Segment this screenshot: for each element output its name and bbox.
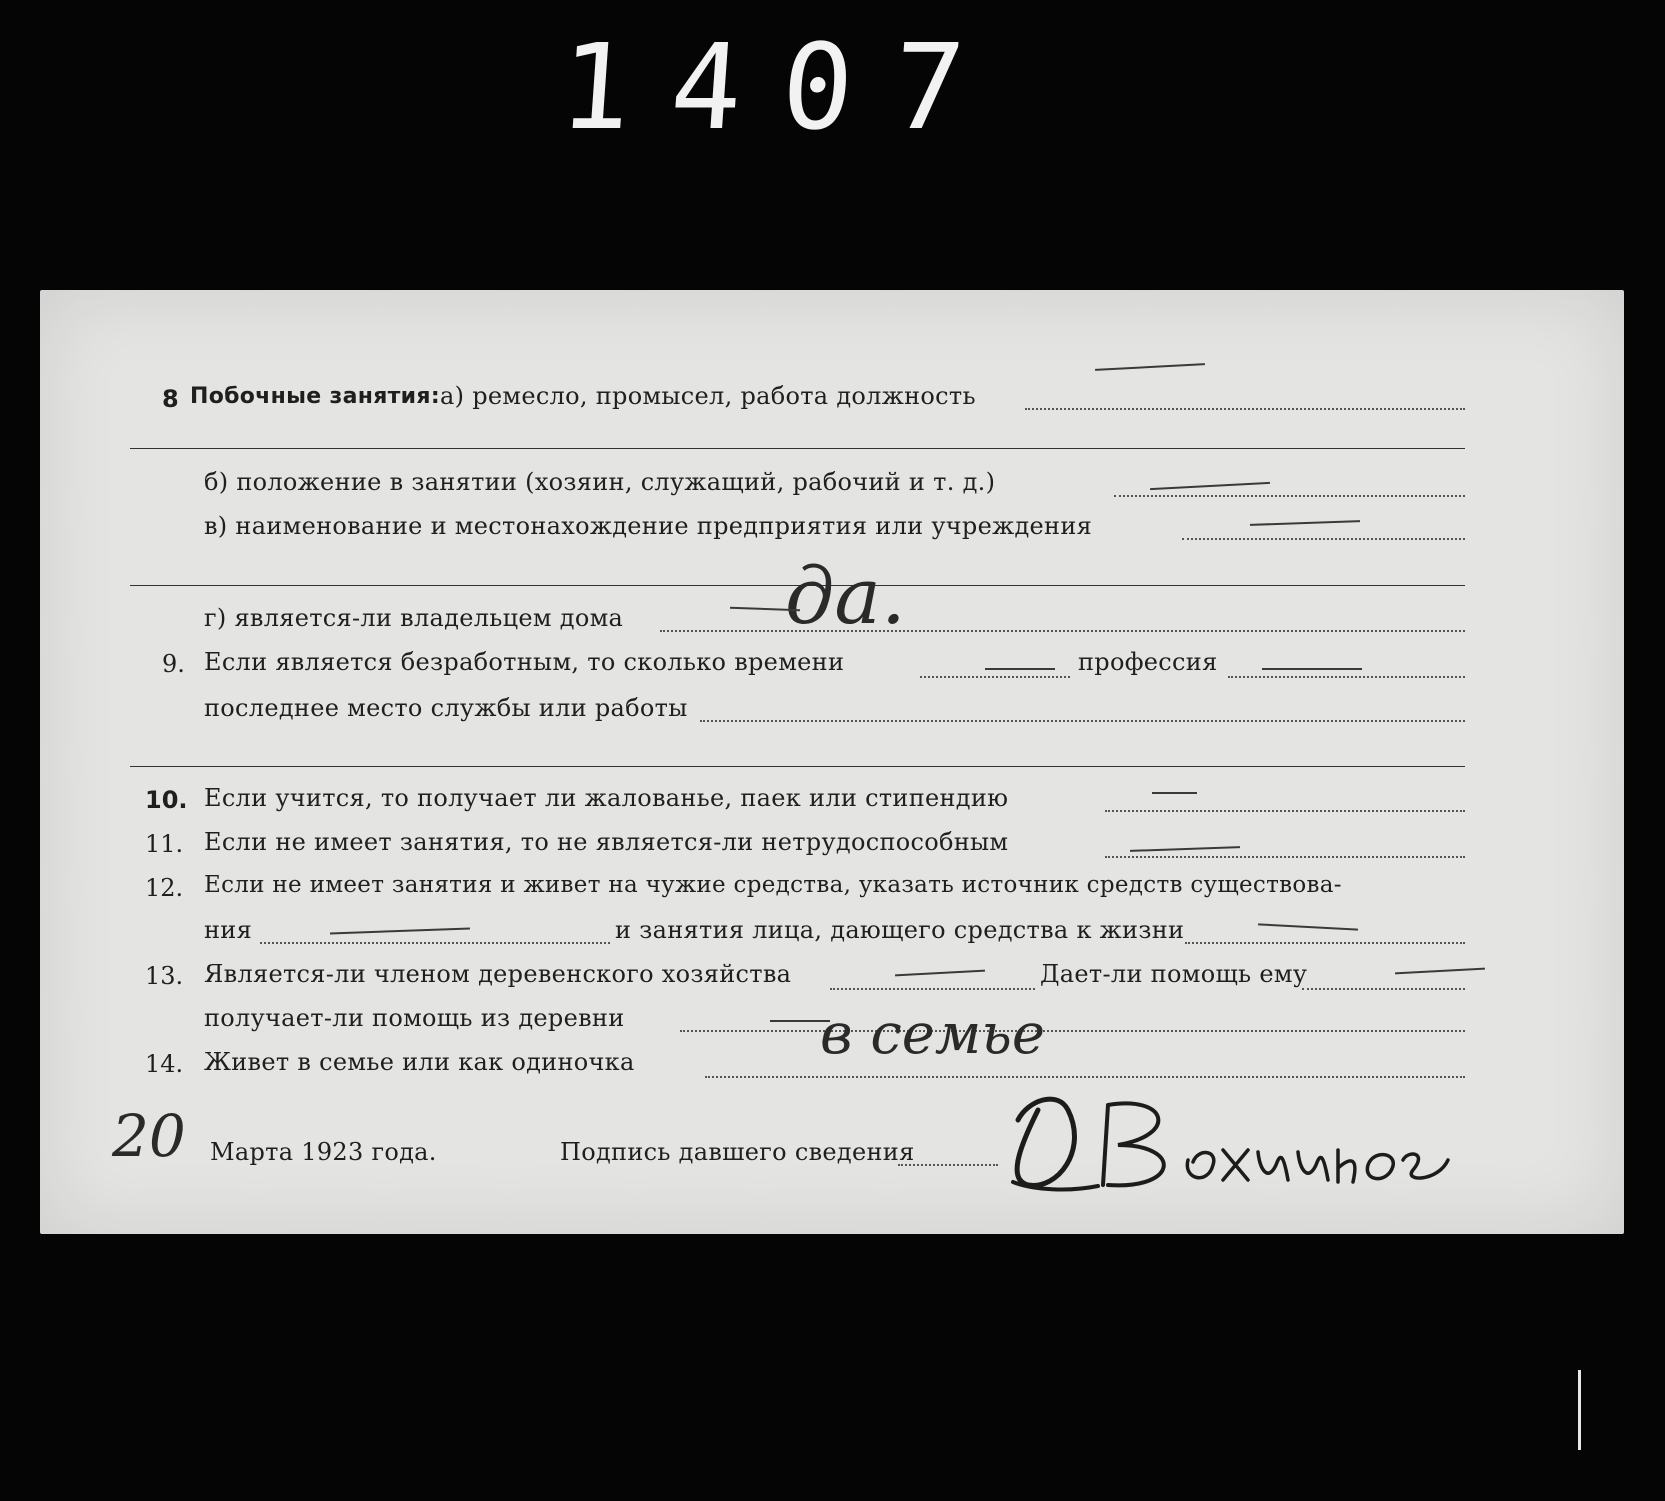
q8d-handwritten-answer: да. [785, 552, 906, 642]
q12-provider-dotted-line [1185, 942, 1465, 944]
q12-cont-label: ния [204, 916, 253, 944]
q8c-dash-answer [1250, 520, 1360, 526]
q8-title: Побочные занятия: [190, 384, 440, 409]
q13-village-dotted-line [680, 1030, 1465, 1032]
q9-profession-dotted-line [1228, 676, 1465, 678]
q8c-dotted-line [1182, 538, 1465, 540]
census-form-card [40, 290, 1624, 1234]
q11-number: 11. [145, 830, 184, 858]
q8c-label: в) наименование и местонахождение предприятия или учреждения [204, 512, 1093, 540]
q8a-dotted-line [1025, 408, 1465, 410]
q8b-label: б) положение в занятии (хозяин, служащий, рабочий и т. д.) [204, 468, 996, 496]
q10-dash-answer [1152, 792, 1197, 794]
q9-continuation-rule [130, 766, 1465, 767]
q12-provider-dash-answer [1258, 923, 1358, 930]
film-edge-mark [1578, 1370, 1581, 1450]
q11-label: Если не имеет занятия, то не является-ли нетрудоспособным [204, 828, 1009, 856]
q9-last-job-dotted-line [700, 720, 1465, 722]
q14-handwritten-answer: в семье [820, 1002, 1045, 1067]
q8d-label: г) является-ли владельцем дома [204, 604, 624, 632]
q14-label: Живет в семье или как одиночка [204, 1048, 635, 1076]
handwritten-signature [1008, 1090, 1488, 1200]
q13-member-dash-answer [895, 970, 985, 977]
q12-number: 12. [145, 874, 184, 902]
q8d-dotted-line [660, 630, 1465, 632]
q14-number: 14. [145, 1050, 184, 1078]
q9-profession-label: профессия [1078, 648, 1218, 676]
q10-label: Если учится, то получает ли жалованье, паек или стипендию [204, 784, 1009, 812]
q8b-dash-answer [1150, 482, 1270, 490]
date-label: Марта 1923 года. [210, 1138, 437, 1166]
q13-help-dotted-line [1302, 988, 1465, 990]
q9-label: Если является безработным, то сколько времени [204, 648, 845, 676]
q10-dotted-line [1105, 810, 1465, 812]
q12-provider-label: и занятия лица, дающего средства к жизни [615, 916, 1185, 944]
date-day-handwritten: 20 [112, 1102, 186, 1170]
q8a-dash-answer [1095, 363, 1205, 371]
q9-profession-dash-answer [1262, 668, 1362, 670]
q9-time-dotted-line [920, 676, 1070, 678]
q11-dotted-line [1105, 856, 1465, 858]
signature-dotted-line [898, 1164, 998, 1166]
q13-member-dotted-line [830, 988, 1035, 990]
q9-number: 9. [162, 650, 185, 678]
archive-number: 1407 [555, 18, 1009, 156]
signature-label: Подпись давшего сведения [560, 1138, 915, 1166]
q13-help-label: Дает-ли помощь ему [1040, 960, 1308, 988]
q8a-label: а) ремесло, промысел, работа должность [440, 382, 976, 410]
q14-dotted-line [705, 1076, 1465, 1078]
q13-label: Является-ли членом деревенского хозяйства [204, 960, 792, 988]
q11-dash-answer [1130, 846, 1240, 852]
q8a-continuation-rule [130, 448, 1465, 449]
q8b-dotted-line [1114, 495, 1465, 497]
q9-time-dash-answer [985, 668, 1055, 670]
q9-last-job-label: последнее место службы или работы [204, 694, 688, 722]
q13-number: 13. [145, 962, 184, 990]
q12-source-dash-answer [330, 928, 470, 935]
q10-number: 10. [145, 786, 188, 814]
q13-help-dash-answer [1395, 968, 1485, 975]
q12-label: Если не имеет занятия и живет на чужие средства, указать источник средств существова- [204, 872, 1342, 898]
q12-source-dotted-line [260, 942, 610, 944]
q13-village-label: получает-ли помощь из деревни [204, 1004, 625, 1032]
q8-number: 8 [162, 385, 179, 413]
